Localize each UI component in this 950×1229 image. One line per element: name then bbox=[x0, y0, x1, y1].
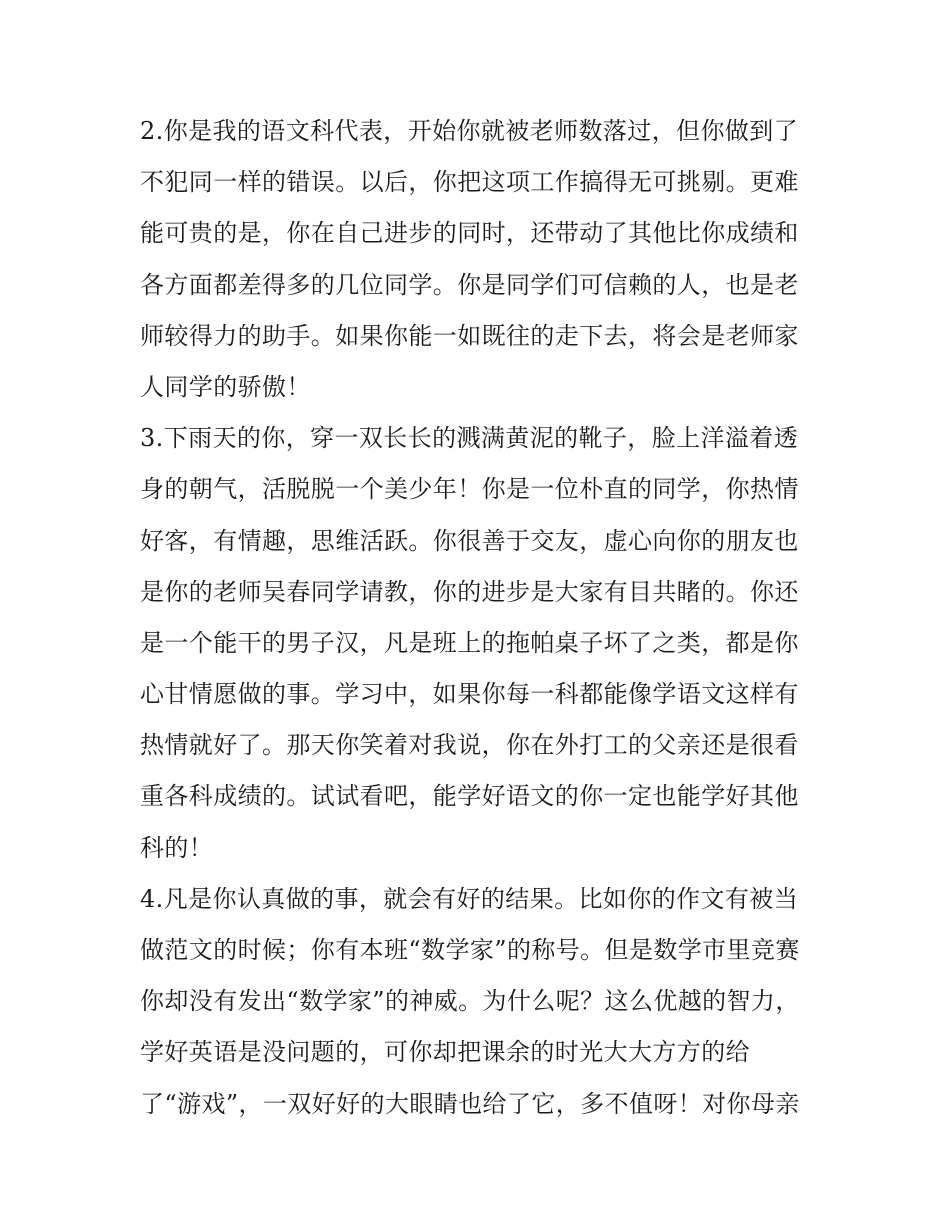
text-line: 心甘情愿做的事。学习中，如果你每一科都能像学语文这样有 bbox=[140, 680, 799, 709]
text-line: 3.下雨天的你，穿一双长长的溅满黄泥的靴子，脸上洋溢着透 bbox=[140, 424, 799, 453]
text-line: 热情就好了。那天你笑着对我说，你在外打工的父亲还是很看 bbox=[140, 731, 799, 760]
text-line: 能可贵的是，你在自己进步的同时，还带动了其他比你成绩和 bbox=[140, 219, 799, 248]
text-line: 2.你是我的语文科代表，开始你就被老师数落过，但你做到了 bbox=[140, 117, 799, 145]
text-line: 身的朝气，活脱脱一个美少年！你是一位朴直的同学，你热情 bbox=[140, 475, 799, 504]
text-line: 了“游戏”，一双好好的大眼睛也给了它，多不值呀！对你母亲 bbox=[140, 1089, 800, 1118]
text-line: 是你的老师吴春同学请教，你的进步是大家有目共睹的。你还 bbox=[140, 577, 799, 606]
text-line: 你却没有发出“数学家”的神威。为什么呢？这么优越的智力， bbox=[140, 987, 800, 1016]
text-line: 不犯同一样的错误。以后，你把这项工作搞得无可挑剔。更难 bbox=[140, 168, 799, 197]
text-line: 好客，有情趣，思维活跃。你很善于交友，虚心向你的朋友也 bbox=[140, 526, 799, 555]
text-line: 做范文的时候；你有本班“数学家”的称号。但是数学市里竞赛 bbox=[140, 936, 800, 964]
text-line: 学好英语是没问题的，可你却把课余的时光大大方方的给 bbox=[140, 1038, 750, 1067]
text-line: 重各科成绩的。试试看吧，能学好语文的你一定也能学好其他 bbox=[140, 782, 799, 811]
text-line: 4.凡是你认真做的事，就会有好的结果。比如你的作文有被当 bbox=[140, 884, 799, 913]
text-line: 师较得力的助手。如果你能一如既往的走下去，将会是老师家 bbox=[140, 321, 799, 350]
text-line: 人同学的骄傲！ bbox=[140, 372, 311, 401]
document-body bbox=[140, 106, 820, 1130]
text-line: 是一个能干的男子汉，凡是班上的拖帕桌子坏了之类，都是你 bbox=[140, 628, 799, 657]
text-line: 科的！ bbox=[140, 833, 214, 862]
text-line: 各方面都差得多的几位同学。你是同学们可信赖的人，也是老 bbox=[140, 270, 799, 299]
